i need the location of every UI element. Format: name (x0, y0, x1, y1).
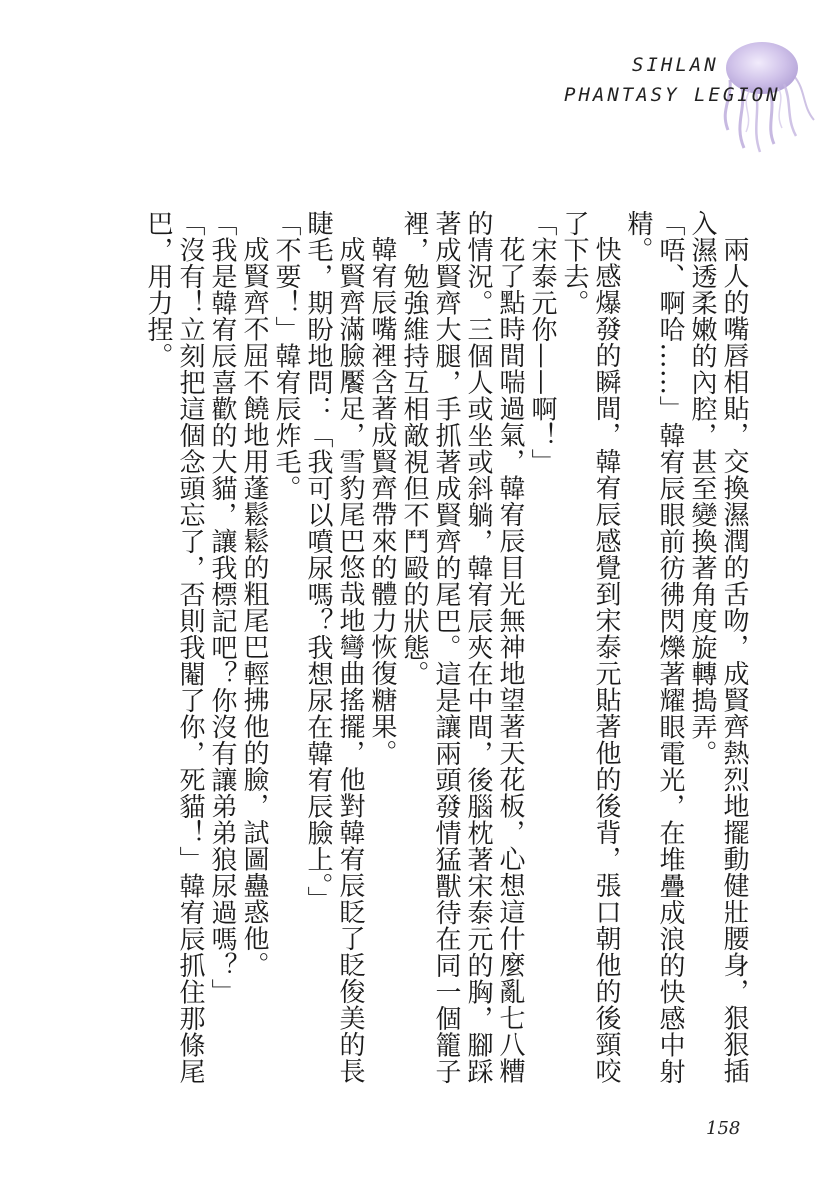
paragraph: 「我是韓宥辰喜歡的大貓，讓我標記吧？你沒有讓弟弟狼尿過嗎？」 (207, 210, 237, 1005)
logo-line-1: SIHLAN (632, 54, 719, 76)
paragraph: 成賢齊不屈不饒地用蓬鬆鬆的粗尾巴輕拂他的臉，試圖蠱惑他。 (239, 236, 269, 978)
vertical-body-text (143, 210, 750, 1090)
page-number: 158 (706, 1118, 741, 1139)
paragraph: 花了點時間喘過氣，韓宥辰目光無神地望著天花板，心想這什麼亂七八糟的情況。三個人或坐或斜躺，韓宥辰夾在中間，後腦枕著宋泰元的胸，腳踩著成賢齊大腿，手抓著成賢齊的尾巴。這是讓兩頭發情猛獸待在同一個籠子裡，勉強維持互相敵視但不鬥毆的狀態。 (399, 210, 525, 1085)
paragraph: 快感爆發的瞬間，韓宥辰感覺到宋泰元貼著他的後背，張口朝他的後頸咬了下去。 (559, 210, 621, 1084)
paragraph: 兩人的嘴唇相貼，交換濕潤的舌吻，成賢齊熱烈地擺動健壯腰身，狠狠插入濕透柔嫩的內腔，甚至變換著角度旋轉搗弄。 (687, 210, 749, 1084)
paragraph: 「唔、啊哈……」韓宥辰眼前彷彿閃爍著耀眼電光，在堆疊成浪的快感中射精。 (623, 210, 685, 1085)
paragraph: 成賢齊滿臉饜足，雪豹尾巴悠哉地彎曲搖擺，他對韓宥辰眨了眨俊美的長睫毛，期盼地問：「我可以噴尿嗎？我想尿在韓宥辰臉上。」 (303, 210, 365, 1084)
publisher-logo (560, 40, 830, 160)
paragraph: 韓宥辰嘴裡含著成賢齊帶來的體力恢復糖果。 (367, 236, 397, 766)
paragraph: 「不要！」韓宥辰炸毛。 (271, 210, 301, 502)
paragraph: 「宋泰元你——啊！」 (527, 210, 557, 475)
paragraph: 「沒有！立刻把這個念頭忘了，否則我閹了你，死貓！」韓宥辰抓住那條尾巴，用力捏。 (143, 210, 205, 1085)
logo-line-2: PHANTASY LEGION (564, 84, 781, 106)
